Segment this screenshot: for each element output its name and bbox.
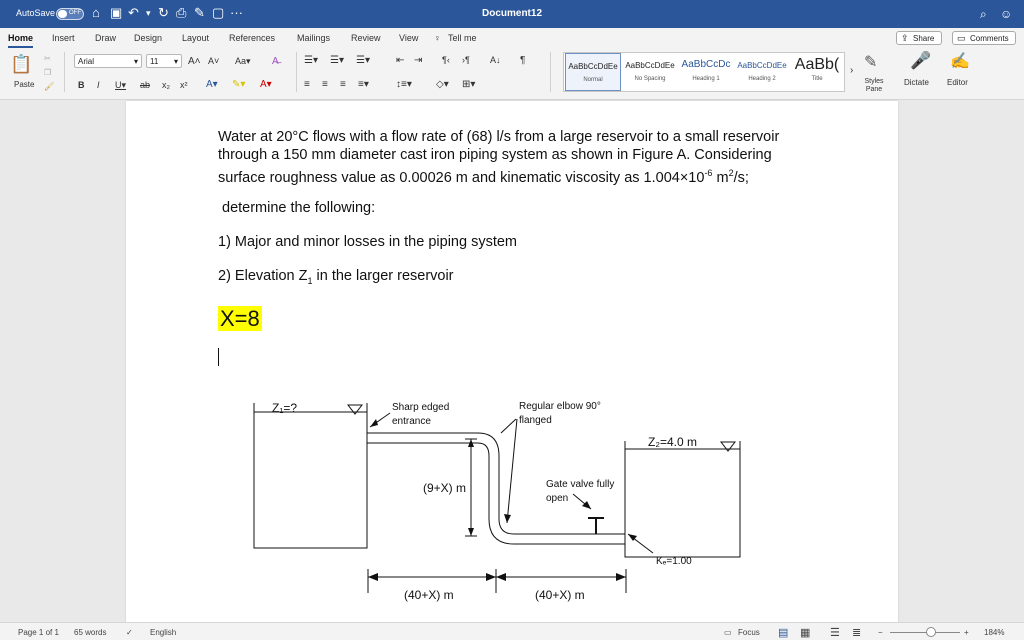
align-center-icon[interactable]: ≡ (322, 79, 328, 90)
style-no-spacing[interactable] (622, 53, 678, 91)
autosave-label: AutoSave (16, 8, 56, 18)
length-2-label: (40+X) m (535, 588, 585, 602)
elbow-leader-2 (501, 419, 516, 433)
sharp-edged-label: Sharp edged (392, 402, 450, 413)
lower-elbow-outer (489, 519, 514, 544)
separator (296, 52, 297, 92)
subscript-icon[interactable]: x₂ (162, 80, 170, 90)
style-name: No Spacing (634, 76, 666, 82)
font-name-value: Arial (78, 57, 95, 66)
print-icon[interactable]: ⎙ (176, 5, 187, 20)
style-name: Heading 2 (748, 76, 776, 82)
line-spacing-icon[interactable]: ↕≡▾ (396, 79, 412, 90)
elbow-inner (478, 443, 489, 456)
change-case-icon[interactable]: Aa▾ (235, 56, 251, 66)
determine-line: determine the following: (222, 200, 376, 216)
arrowhead (616, 573, 626, 581)
tab-review[interactable]: Review (351, 33, 381, 43)
open-label: open (546, 493, 569, 504)
z2-label: Z₂=4.0 m (648, 435, 698, 449)
lightbulb-icon: ♀ (434, 33, 441, 43)
chevron-down-icon: ▾ (173, 57, 178, 66)
grow-font-icon[interactable]: A˄ (188, 56, 201, 67)
paste-label[interactable]: Paste (14, 80, 35, 89)
format-painter-icon[interactable]: ✎ (194, 5, 205, 20)
share-button[interactable] (896, 31, 942, 45)
focus-label[interactable]: Focus (738, 628, 760, 637)
undo-dropdown-icon[interactable]: ▾ (146, 8, 151, 18)
zoom-slider-thumb[interactable] (926, 627, 936, 637)
style-heading-2[interactable] (734, 53, 790, 91)
borders-icon[interactable]: ⊞▾ (462, 79, 476, 90)
page-count[interactable]: Page 1 of 1 (18, 628, 59, 637)
zoom-slider-track[interactable] (890, 632, 960, 633)
style-preview: AaBb( (794, 56, 840, 73)
x-value: X=8 (220, 306, 260, 331)
title-bar (0, 0, 1024, 28)
style-preview: AaBbCcDc (681, 59, 731, 70)
draft-icon[interactable]: ≣ (852, 627, 862, 639)
share-icon: ⇪ (901, 33, 909, 43)
status-bar (0, 622, 1024, 640)
cut-icon[interactable]: ✂ (44, 54, 51, 63)
paste-icon[interactable]: 📋 (10, 54, 33, 74)
bullets-icon[interactable]: ☰▾ (304, 55, 318, 66)
font-size-value: 11 (150, 57, 159, 66)
separator (64, 52, 65, 92)
vertical-length-label: (9+X) m (423, 481, 467, 495)
multilevel-list-icon[interactable]: ☰▾ (356, 55, 370, 66)
proofing-icon[interactable]: ✓ (126, 628, 133, 637)
document-title: Document12 (481, 8, 542, 19)
zoom-out-icon[interactable]: − (878, 628, 883, 637)
document-page[interactable] (126, 101, 898, 622)
save-icon[interactable]: ▣ (110, 5, 123, 20)
undo-icon[interactable]: ↶ (128, 5, 139, 20)
tab-insert[interactable]: Insert (52, 33, 75, 43)
new-document-icon[interactable]: ▢ (212, 5, 225, 20)
item-2-text: 2) Elevation Z (218, 268, 308, 284)
style-name: Heading 1 (692, 76, 720, 82)
document-canvas[interactable] (0, 101, 1024, 622)
autosave-state: OFF (69, 10, 81, 16)
flanged-label: flanged (519, 415, 552, 426)
chevron-down-icon: ▾ (133, 57, 138, 66)
font-name-select[interactable] (74, 54, 142, 68)
bold-icon[interactable]: B (78, 80, 85, 90)
styles-pane-icon[interactable]: ✎ (864, 54, 878, 71)
zoom-in-icon[interactable]: + (964, 628, 969, 637)
share-label: Share (913, 34, 935, 43)
font-color-icon[interactable]: A▾ (260, 79, 272, 90)
tell-me[interactable]: Tell me (448, 33, 477, 43)
styles-gallery (563, 52, 845, 92)
arrowhead (370, 419, 378, 427)
unit: m (716, 169, 729, 186)
clear-formatting-icon[interactable]: A̶ (272, 56, 279, 67)
arrowhead (468, 528, 474, 536)
highlight-icon[interactable]: ✎▾ (232, 79, 246, 90)
tab-layout[interactable]: Layout (182, 33, 210, 43)
z1-label: Z₁=? (272, 401, 298, 415)
focus-icon[interactable]: ▭ (724, 628, 732, 637)
italic-icon[interactable]: I (97, 80, 100, 90)
copy-icon[interactable]: ❐ (44, 68, 52, 77)
style-preview: AaBbCcDdEe (625, 61, 675, 70)
web-layout-icon[interactable]: ▦ (800, 627, 811, 639)
word-count[interactable]: 65 words (74, 628, 107, 637)
shrink-font-icon[interactable]: A˅ (208, 56, 220, 66)
tab-design[interactable]: Design (134, 33, 163, 43)
justify-icon[interactable]: ≡▾ (358, 79, 369, 90)
dictate-label[interactable]: Dictate (904, 78, 929, 87)
toggle-knob (58, 10, 67, 18)
strikethrough-icon[interactable]: ab (140, 80, 151, 90)
style-title[interactable] (790, 53, 844, 91)
font-size-select[interactable] (146, 54, 182, 68)
home-icon[interactable]: ⌂ (92, 5, 100, 20)
shading-icon[interactable]: ◇▾ (436, 79, 449, 90)
autosave-toggle[interactable] (56, 8, 84, 20)
chevron-right-icon[interactable]: › (850, 65, 854, 76)
tab-view[interactable]: View (399, 33, 419, 43)
superscript-icon[interactable]: x² (180, 80, 188, 90)
tab-mailings[interactable]: Mailings (297, 33, 331, 43)
style-preview: AaBbCcDdEe (568, 62, 618, 71)
account-icon[interactable]: ☺ (1000, 7, 1013, 21)
exponent: -6 (704, 168, 713, 178)
print-layout-icon[interactable]: ▤ (778, 627, 789, 639)
align-left-icon[interactable]: ≡ (304, 79, 310, 90)
item-2-subscript: 1 (307, 275, 313, 286)
decrease-indent-icon[interactable]: ⇤ (396, 55, 405, 66)
large-reservoir (254, 403, 367, 548)
elbow-leader (507, 419, 517, 523)
ltr-icon[interactable]: ¶‹ (442, 55, 450, 65)
elbow-label: Regular elbow 90° (519, 401, 601, 412)
more-commands[interactable]: ··· (230, 5, 243, 20)
comments-button[interactable] (952, 31, 1016, 45)
item-2-suffix: in the larger reservoir (312, 268, 454, 284)
text-effects-icon[interactable]: A▾ (206, 79, 218, 90)
length-1-label: (40+X) m (404, 588, 454, 602)
problem-line: through a 150 mm diameter cast iron piping system as shown in Figure A. Considering (218, 147, 772, 163)
ribbon-home (0, 48, 1024, 100)
show-marks-icon[interactable]: ¶ (520, 55, 526, 66)
zoom-level[interactable]: 184% (984, 628, 1005, 637)
gate-valve-label: Gate valve fully (546, 479, 615, 490)
increase-indent-icon[interactable]: ⇥ (414, 55, 423, 66)
align-right-icon[interactable]: ≡ (340, 79, 346, 90)
entrance-label: entrance (392, 416, 431, 427)
comments-label: Comments (970, 34, 1009, 43)
arrowhead (368, 573, 378, 581)
microphone-icon[interactable]: 🎤 (910, 51, 932, 70)
search-icon[interactable]: ⌕ (980, 7, 987, 21)
style-heading-1[interactable] (678, 53, 734, 91)
styles-pane-label[interactable]: Styles Pane (864, 78, 884, 93)
ke-label: Kₑ=1.00 (656, 556, 692, 567)
style-preview: AaBbCcDdEe (737, 61, 787, 70)
unit-suffix: /s; (733, 169, 749, 186)
figure-a (126, 101, 898, 622)
water-level-triangle-2 (721, 442, 735, 451)
problem-line-text: surface roughness value as 0.00026 m and kinematic viscosity as 1.004×10 (218, 169, 705, 186)
editor-icon[interactable]: ✍ (950, 53, 970, 70)
tab-references[interactable]: References (229, 33, 276, 43)
separator (550, 52, 551, 92)
numbering-icon[interactable]: ☰▾ (330, 55, 344, 66)
tab-home[interactable]: Home (8, 33, 34, 43)
ribbon-tabs (0, 28, 1024, 48)
tab-draw[interactable]: Draw (95, 33, 117, 43)
format-painter-brush-icon[interactable]: 🖌 (44, 82, 55, 91)
style-name: Title (811, 76, 823, 82)
redo-icon[interactable]: ↻ (158, 5, 169, 20)
style-name: Normal (583, 77, 603, 83)
unit-superscript: 2 (728, 168, 734, 178)
outline-icon[interactable]: ☰ (830, 627, 840, 639)
arrowhead (496, 573, 506, 581)
underline-icon[interactable]: U▾ (115, 80, 127, 90)
editor-label[interactable]: Editor (947, 78, 968, 87)
small-reservoir (625, 441, 740, 557)
language[interactable]: English (150, 628, 177, 637)
water-level-triangle (348, 405, 362, 414)
item-1: 1) Major and minor losses in the piping system (218, 234, 517, 250)
arrowhead (504, 514, 511, 523)
sort-icon[interactable]: A↓ (490, 55, 501, 65)
rtl-icon[interactable]: ›¶ (462, 55, 470, 65)
comment-icon: ▭ (957, 33, 966, 43)
arrowhead (486, 573, 496, 581)
problem-line: Water at 20°C flows with a flow rate of (68) l/s from a large reservoir to a small reservoir (218, 129, 780, 145)
style-normal[interactable] (565, 53, 621, 91)
